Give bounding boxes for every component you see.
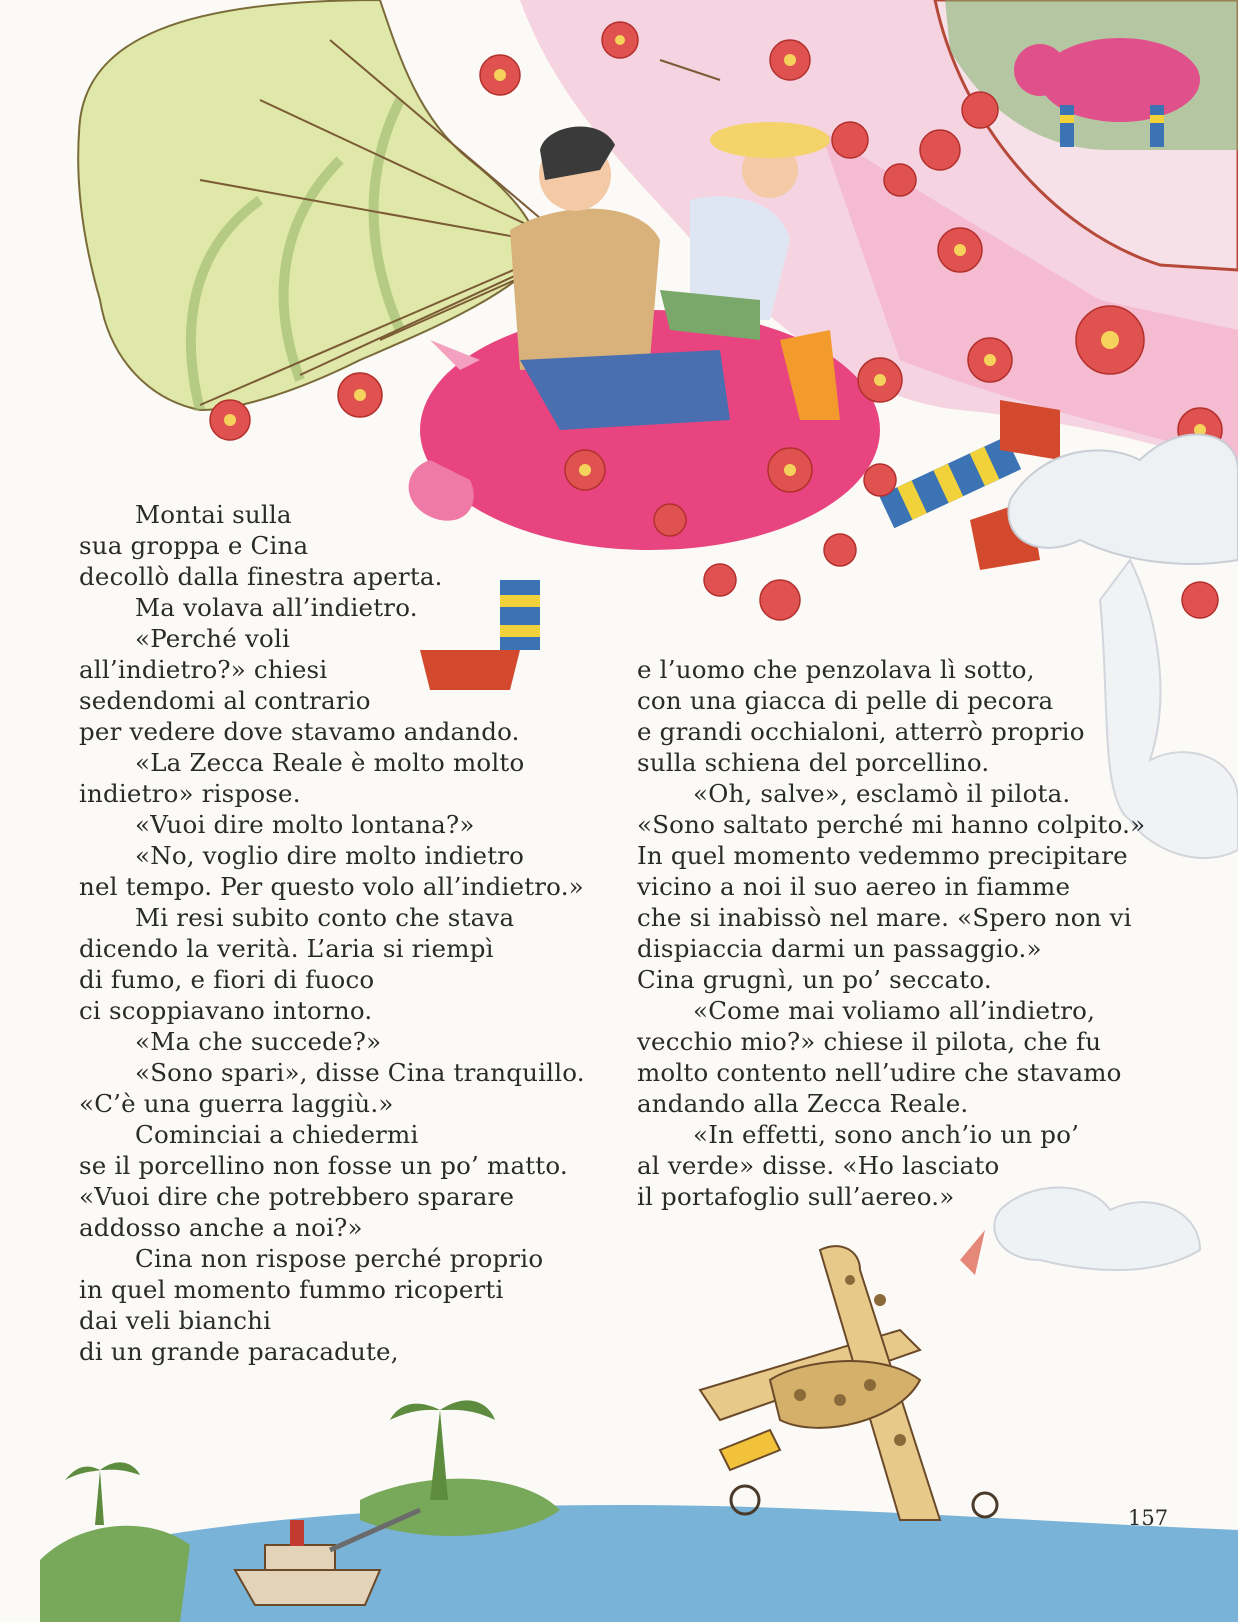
text-line: «In effetti, sono anch’io un po’ <box>693 1120 1080 1149</box>
text-line: Mi resi subito conto che stava <box>135 903 515 932</box>
text-line: decollò dalla finestra aperta. <box>79 562 443 591</box>
text-line: Ma volava all’indietro. <box>135 593 418 622</box>
text-line: «C’è una guerra laggiù.» <box>79 1089 394 1118</box>
text-line: Cina non rispose perché proprio <box>135 1244 544 1273</box>
text-line: dicendo la verità. L’aria si riempì <box>79 934 494 963</box>
text-line: Cina grugnì, un po’ seccato. <box>637 965 992 994</box>
text-line: molto contento nell’udire che stavamo <box>637 1058 1122 1087</box>
text-line: vecchio mio?» chiese il pilota, che fu <box>637 1027 1102 1056</box>
sea-and-islands <box>40 1400 1238 1622</box>
text-line: sulla schiena del porcellino. <box>637 748 990 777</box>
text-line: in quel momento fummo ricoperti <box>79 1275 504 1304</box>
text-line: se il porcellino non fosse un po’ matto. <box>79 1151 568 1180</box>
text-line: «Oh, salve», esclamò il pilota. <box>693 779 1071 808</box>
text-line: «Sono spari», disse Cina tranquillo. <box>135 1058 585 1087</box>
text-line: per vedere dove stavamo andando. <box>79 717 520 746</box>
text-line: al verde» disse. «Ho lasciato <box>637 1151 1000 1180</box>
text-line: che si inabissò nel mare. «Spero non vi <box>637 903 1132 932</box>
text-line: sedendomi al contrario <box>79 686 371 715</box>
text-line: vicino a noi il suo aereo in fiamme <box>637 872 1071 901</box>
text-column-left <box>79 499 585 1367</box>
text-line: «Ma che succede?» <box>135 1027 382 1056</box>
text-line: ci scoppiavano intorno. <box>79 996 373 1025</box>
text-line: Montai sulla <box>135 500 292 529</box>
text-line: «Perché voli <box>135 624 291 653</box>
text-column-right <box>637 654 1145 1212</box>
text-line: Cominciai a chiedermi <box>135 1120 419 1149</box>
text-line: dai veli bianchi <box>79 1306 272 1335</box>
text-line: nel tempo. Per questo volo all’indietro.» <box>79 872 584 901</box>
text-line: «La Zecca Reale è molto molto <box>135 748 525 777</box>
text-line: e grandi occhialoni, atterrò proprio <box>637 717 1085 746</box>
text-line: In quel momento vedemmo precipitare <box>637 841 1128 870</box>
text-line: con una giacca di pelle di pecora <box>637 686 1054 715</box>
text-line: sua groppa e Cina <box>79 531 309 560</box>
text-line: «Vuoi dire che potrebbero sparare <box>79 1182 515 1211</box>
text-line: «Sono saltato perché mi hanno colpito.» <box>637 810 1146 839</box>
text-line: all’indietro?» chiesi <box>79 655 328 684</box>
text-line: di un grande paracadute, <box>79 1337 399 1366</box>
text-line: «Come mai voliamo all’indietro, <box>693 996 1096 1025</box>
text-line: addosso anche a noi?» <box>79 1213 363 1242</box>
text-line: e l’uomo che penzolava lì sotto, <box>637 655 1035 684</box>
text-line: dispiaccia darmi un passaggio.» <box>637 934 1042 963</box>
text-line: «Vuoi dire molto lontana?» <box>135 810 475 839</box>
text-line: indietro» rispose. <box>79 779 301 808</box>
crashing-airplane <box>700 1230 997 1520</box>
text-line: «No, voglio dire molto indietro <box>135 841 525 870</box>
page-number: 157 <box>1128 1506 1169 1530</box>
text-line: di fumo, e fiori di fuoco <box>79 965 375 994</box>
text-line: andando alla Zecca Reale. <box>637 1089 969 1118</box>
text-line: il portafoglio sull’aereo.» <box>637 1182 955 1211</box>
